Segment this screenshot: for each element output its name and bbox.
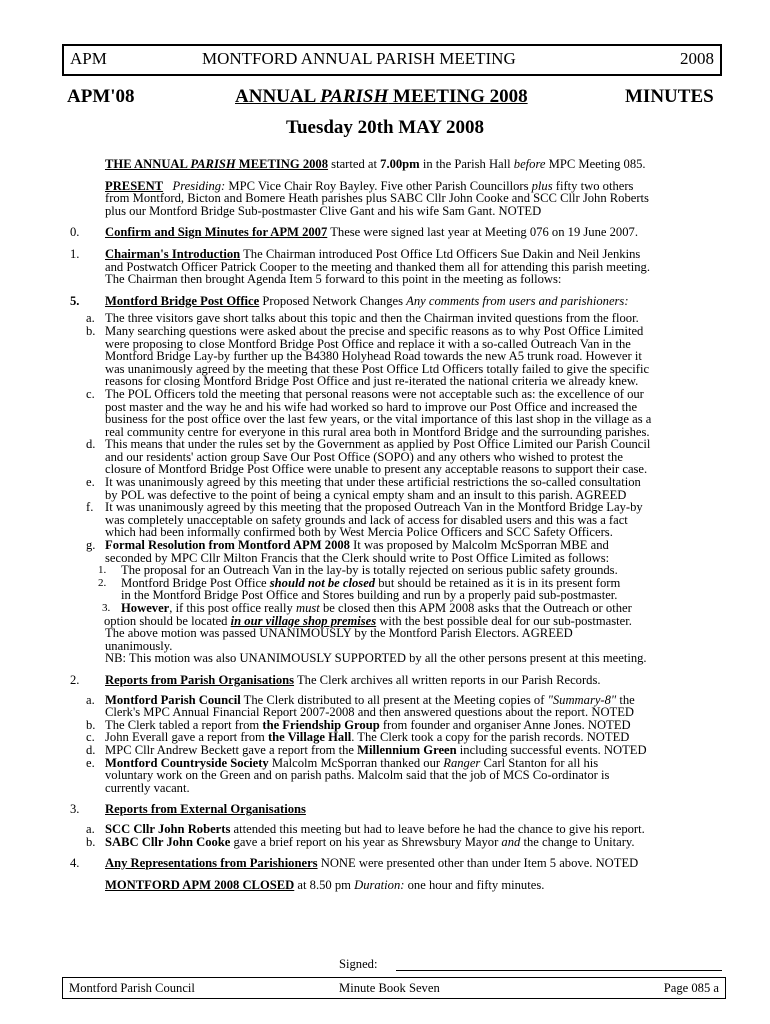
item-1: 1. Chairman's Introduction The Chairman introduced Post Office Ltd Officers Sue Dakin and Neil Jenkins and Postwatch Officer Patrick Cooper to the meeting and thanked them all for attending this parish meeting. The Chairman then brought Agenda Item 5 forward to this point in the meeting as follows: [70, 246, 651, 287]
item-2e: e. Montford Countryside Society Malcolm McSporran thanked our Ranger Carl Stanton for all his voluntary work on the Green and on parish paths. Malcolm said that the job of MCS Co-ordinator is currently vacant. [86, 755, 610, 795]
text-line: post master and the way he and his wife had worked so hard to improve our Post Office and increased the [105, 399, 638, 414]
footer-page: Page 085 a [663, 981, 719, 995]
page-header [62, 44, 722, 76]
text-line: business for the post office over the last few years, or the vital importance of this last shop in the village as a [105, 412, 652, 427]
text-line: real community centre for everyone in this rural area both in Montford Bridge and the surrounding parishes. [105, 424, 650, 439]
doc-ref: APM'08 [67, 86, 135, 107]
signature-line [396, 970, 722, 971]
item-3a: a. SCC Cllr John Roberts attended this meeting but had to leave before he had the chance to give his report. [86, 821, 645, 836]
footer-center: Minute Book Seven [339, 981, 440, 995]
text-line: It was unanimously agreed by this meeting that under these artificial restrictions the so-called consultation [105, 475, 641, 490]
item-5g-3: 3. However, if this post office really must be closed then this APM 2008 asks that the Outreach or other [102, 601, 632, 615]
closing-line: MONTFORD APM 2008 CLOSED at 8.50 pm Duration: one hour and fifty minutes. [105, 877, 545, 892]
item-5e: e. It was unanimously agreed by this meeting that under these artificial restrictions the so-called consultation by POL was defective to the point of being a cynical empty sham and an insult to this parish. AGREED [86, 475, 641, 502]
item-5g-2: 2. Montford Bridge Post Office should not be closed but should be retained as it is in its present form in the Montford Bridge Post Office and Stores building and run by a properly paid sub-postmaster. [98, 575, 621, 603]
text-line: This means that under the rules set by the Government as applied by Post Office Limited our Parish Council [105, 437, 651, 452]
present-paragraph: PRESENT Presiding: MPC Vice Chair Roy Bayley. Five other Parish Councillors plus fifty two others from Montford, Bicton and Bomere Heath parishes plus SABC Cllr John Cooke and SCC Cllr John Roberts plus our Montford Bridge Sub-postmaster Clive Gant and his wife Sam Gant. NOTED [105, 178, 649, 218]
item-5: 5. Montford Bridge Post Office Proposed Network Changes Any comments from users and parishioners: [70, 293, 629, 308]
text-line: Many searching questions were asked about the precise and specific reasons as to why Post Office Limited [105, 323, 644, 338]
text-line: was completely unacceptable on safety grounds and lack of access for disabled users and this was a fact [105, 512, 628, 527]
item-4: 4. Any Representations from Parishioners NONE were presented other than under Item 5 above. NOTED [70, 856, 639, 871]
text-line: reasons for closing Montford Bridge Post Office and just re-iterated the national criteria we already knew. [105, 374, 639, 389]
text-line: by POL was defective to the point of being a cynical empty sham and an insult to this parish. AGREED [105, 487, 627, 502]
item-2: 2. Reports from Parish Organisations The Clerk archives all written reports in our Parish Records. [70, 672, 601, 687]
text-line: were proposing to close Montford Bridge Post Office and replace it with a so-called Outreach Van in the [105, 336, 631, 351]
item-5g-1: 1. The proposal for an Outreach Van in the lay-by is totally rejected on serious public safety grounds. [98, 563, 618, 578]
doc-title: ANNUAL PARISH MEETING 2008 [235, 86, 528, 107]
footer-left: Montford Parish Council [69, 981, 195, 995]
item-5d: d. This means that under the rules set by the Government as applied by Post Office Limited our Parish Council and our residents' action group Save Our Post Office (SOPO) and any others who wished to protest the closure of Montford Bridge Post Office were unable to present any acceptable reasons to support their case. [86, 437, 651, 477]
text-line: was unanimously agreed by the meeting that these Post Office Ltd Officers totally failed to give the specific [105, 361, 650, 376]
text-line: Montford Bridge Lay-by further up the B4380 Holyhead Road towards the new A5 trunk road. However it [105, 349, 642, 364]
item-5b: b. Many searching questions were asked about the precise and specific reasons as to why Post Office Limited were proposing to close Montford Bridge Post Office and replace it with a so-called Outreach Van in the Montford Bridge Lay-by further up the B4380 Holyhead Road towards the new A5 trunk road. However it was unanimously agreed by the meeting that these Post Office Ltd Officers totally failed to give the specific reasons for closing Montford Bridge Post Office and just re-iterated the national criteria we already knew. [86, 323, 650, 389]
page-footer [62, 977, 726, 999]
item-5g: g. Formal Resolution from Montford APM 2008 It was proposed by Malcolm McSporran MBE and seconded by MPC Cllr Milton Francis that the Clerk should write to Post Office Limited as follows: [86, 538, 610, 565]
item-2c: c. John Everall gave a report from the Village Hall. The Clerk took a copy for the parish records. NOTED [86, 730, 630, 745]
item-2a: a. Montford Parish Council The Clerk distributed to all present at the Meeting copies of "Summary-8" the Clerk's MPC Annual Financial Report 2007-2008 and then answered questions about the report. NOTED [86, 692, 635, 720]
text-line: closure of Montford Bridge Post Office were unable to present any acceptable reasons to support their case. [105, 462, 648, 477]
item-0: 0. Confirm and Sign Minutes for APM 2007 These were signed last year at Meeting 076 on 19 June 2007. [70, 225, 638, 240]
text-line: and our residents' action group Save Our Post Office (SOPO) and any others who wished to protest the [105, 449, 623, 464]
text-line: The POL Officers told the meeting that personal reasons were not acceptable such as: the excellence of our [105, 386, 644, 401]
minutes-body: THE ANNUAL PARISH MEETING 2008 started at 7.00pm in the Parish Hall before MPC Meeting 085. PRESENT Presiding: MPC Vice Chair Roy Bayley. Five other Parish Councillors plus fifty two others from Montford, Bicton and Bomere Heath parishes plus SABC Cllr John Cooke and SCC Cllr John Roberts plus our Montford Bridge Sub-postmaster Clive Gant and his wife Sam Gant. NOTED 0. Confirm and Sign Minutes for APM 2007 These were signed last year at Meeting 076 on 19 June 2007. 1. Chairman's Introduction The Chairman introduced Post Office Ltd Officers Sue Dakin and Neil Jenkins and Postwatch Officer Patrick Cooper to the meeting and thanked them all for attending this parish meeting. The Chairman then brought Agenda Item 5 forward to this point in the meeting as follows: 5. Montford Bridge Post Office Proposed Network Changes Any comments from users and parishioners: a. The three visitors gave short talks about this topic and then the Chairman invited questions from the floor. b. Many searching questions were asked about the precise and specific reasons as to why Post Office Limited were proposing to close Montford Bridge Post Office and replace it with a so-called Outreach Van in the Montford Bridge Lay-by further up the B4380 Holyhead Road towards the new A5 trunk road. However it was unanimously agreed by the meeting that these Post Office Ltd Officers totally failed to give the specific reasons for closing Montford Bridge Post Office and just re-iterated the national criteria we already knew. c. The POL Officers told the meeting that personal reasons were not acceptable such as: the excellence of our post master and the way he and his wife had worked so hard to improve our Post Office and increased the business for the post office over the last few years, or the vital importance of this last shop in the village as a real community centre for everyone in this rural area both in Montford Bridge and the surrounding parishes. d. This means that under the rules set by the Government as applied by Post Office Limited our Parish Council and our residents' action group Save Our Post Office (SOPO) and any others who wished to protest the closure of Montford Bridge Post Office were unable to present any acceptable reasons to support their case. e. It was unanimously agreed by this meeting that under these artificial restrictions the so-called consultation by POL was defective to the point of being a cynical empty sham and an insult to this parish. AGREED f. It was unanimously agreed by this meeting that the proposed Outreach Van in the Montford Bridge Lay-by was completely unacceptable on safety grounds and lack of access for disabled users and this was a fact which had been informally confirmed both by West Mercia Police Officers and SCC Safety Officers. g. Formal Resolution from Montford APM 2008 It was proposed by Malcolm McSporran MBE and seconded by MPC Cllr Milton Francis that the Clerk should write to Post Office Limited as follows: 1. The proposal for an Outreach Van in the lay-by is totally rejected on serious public safety grounds. 2. Montford Bridge Post Office should not be closed but should be retained as it is in its present form in the Montford Bridge Post Office and Stores building and run by a properly paid sub-postmaster. 3. However, if this post office really must be closed then this APM 2008 asks that the Outreach or other option should be located in our village shop premises with the best possible deal for our sub-postmaster. The above motion was passed UNANIMOUSLY by the Montford Parish Electors. AGREED unanimously. NB: This motion was also UNANIMOUSLY SUPPORTED by all the other persons present at this meeting. 2. Reports from Parish Organisations The Clerk archives all written reports in our Parish Records. a. Montford Parish Council The Clerk distributed to all present at the Meeting copies of "Summary-8" the Clerk's MPC Annual Financial Report 2007-2008 and then answered questions about the report. NOTED b. The Clerk tabled a report from the Friendship Group from founder and organiser Anne Jones. NOTED c. John Everall gave a report from the Village Hall. The Clerk took a copy for the parish records. NOTED d. MPC Cllr Andrew Beckett gave a report from the Millennium Green including successful events. NOTED e. Montford Countryside Society Malcolm McSporran thanked our Ranger Carl Stanton for all his voluntary work on the Green and on parish paths. Malcolm said that the job of MCS Co-ordinator is currently vacant. 3. Reports from External Organisations a. SCC Cllr John Roberts attended this meeting but had to leave before he had the chance to give his report. b. SABC Cllr John Cooke gave a brief report on his year as Shrewsbury Mayor and the change to Unitary. 4. Any Representations from Parishioners NONE were presented other than under Item 5 above. NOTED MONTFORD APM 2008 CLOSED at 8.50 pm Duration: one hour and fifty minutes. [62, 158, 727, 891]
item-3b: b. SABC Cllr John Cooke gave a brief report on his year as Shrewsbury Mayor and the change to Unitary. [86, 834, 635, 849]
text-line: which had been informally confirmed both by West Mercia Police Officers and SCC Safety Officers. [105, 525, 613, 540]
item-5f: f. It was unanimously agreed by this meeting that the proposed Outreach Van in the Montford Bridge Lay-by was completely unacceptable on safety grounds and lack of access for disabled users and this was a fact which had been informally confirmed both by West Mercia Police Officers and SCC Safety Officers. [86, 500, 643, 540]
item-3: 3. Reports from External Organisations [70, 802, 306, 817]
item-2d: d. MPC Cllr Andrew Beckett gave a report from the Millennium Green including successful events. NOTED [86, 742, 647, 757]
text-line: It was unanimously agreed by this meeting that the proposed Outreach Van in the Montford Bridge Lay-by [105, 500, 643, 515]
intro-paragraph: THE ANNUAL PARISH MEETING 2008 started at 7.00pm in the Parish Hall before MPC Meeting 085. [105, 157, 646, 171]
header-left: APM [70, 49, 107, 68]
text-line: The three visitors gave short talks about this topic and then the Chairman invited questions from the floor. [105, 311, 639, 326]
item-5-passed: The above motion was passed UNANIMOUSLY by the Montford Parish Electors. AGREED unanimously. NB: This motion was also UNANIMOUSLY SUPPORTED by all the other persons present at this meeting. [105, 626, 647, 666]
item-5a: a. The three visitors gave short talks about this topic and then the Chairman invited questions from the floor. [86, 311, 639, 326]
header-year: 2008 [680, 49, 714, 68]
item-2b: b. The Clerk tabled a report from the Friendship Group from founder and organiser Anne Jones. NOTED [86, 717, 631, 732]
meeting-date: Tuesday 20th MAY 2008 [286, 117, 484, 138]
item-5c: c. The POL Officers told the meeting that personal reasons were not acceptable such as: the excellence of our post master and the way he and his wife had worked so hard to improve our Post Office and increased the business for the post office over the last few years, or the vital importance of this last shop in the village as a real community centre for everyone in this rural area both in Montford Bridge and the surrounding parishes. [86, 386, 652, 439]
header-title: MONTFORD ANNUAL PARISH MEETING [202, 49, 516, 68]
signature-label: Signed: [339, 957, 378, 971]
doc-type: MINUTES [625, 86, 714, 107]
